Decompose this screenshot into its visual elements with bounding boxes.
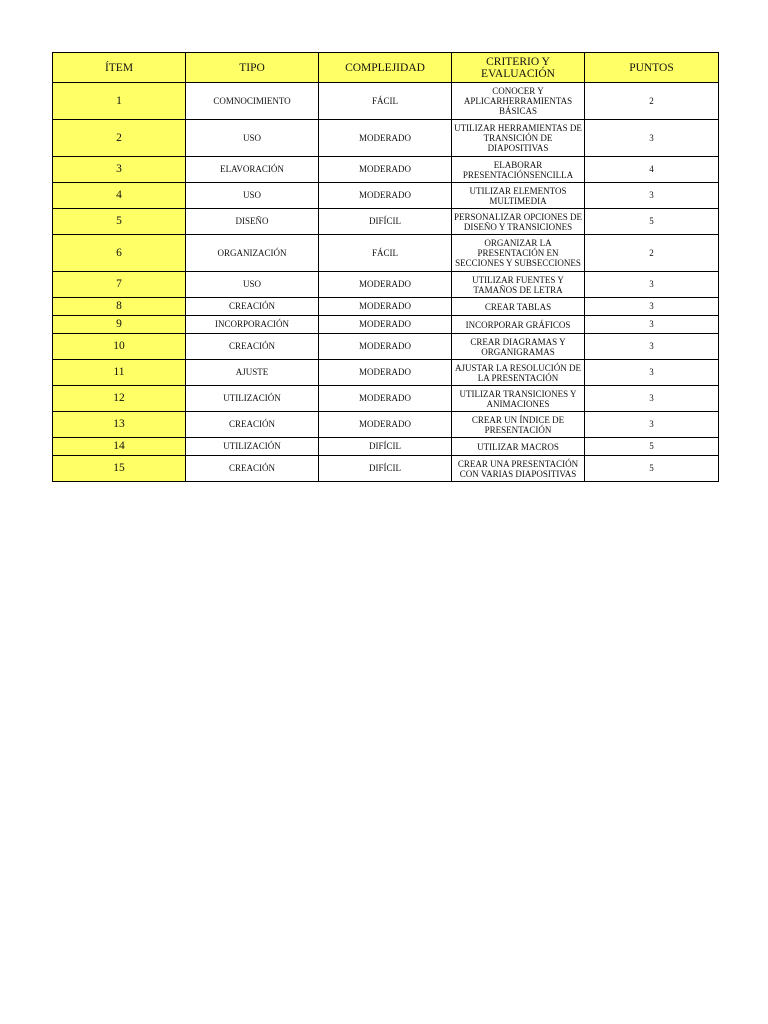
cell-complejidad[interactable]: MODERADO — [319, 272, 452, 298]
cell-criterio[interactable]: ORGANIZAR LA PRESENTACIÓN EN SECCIONES Y SUBSECCIONES — [452, 235, 585, 272]
cell-item[interactable]: 1 — [53, 83, 186, 120]
table-row — [53, 272, 719, 298]
cell-criterio[interactable]: CREAR DIAGRAMAS Y ORGANIGRAMAS — [452, 334, 585, 360]
cell-item[interactable]: 9 — [53, 316, 186, 334]
cell-puntos[interactable]: 4 — [585, 157, 719, 183]
cell-complejidad[interactable]: MODERADO — [319, 183, 452, 209]
cell-complejidad[interactable]: DIFÍCIL — [319, 456, 452, 482]
cell-tipo[interactable]: CREACIÓN — [186, 412, 319, 438]
cell-criterio[interactable]: PERSONALIZAR OPCIONES DE DISEÑO Y TRANSICIONES — [452, 209, 585, 235]
table-row — [53, 183, 719, 209]
cell-puntos[interactable]: 3 — [585, 386, 719, 412]
cell-criterio[interactable]: UTILIZAR TRANSICIONES Y ANIMACIONES — [452, 386, 585, 412]
cell-tipo[interactable]: DISEÑO — [186, 209, 319, 235]
cell-puntos[interactable]: 3 — [585, 183, 719, 209]
cell-tipo[interactable]: ELAVORACIÓN — [186, 157, 319, 183]
cell-puntos[interactable]: 3 — [585, 272, 719, 298]
table-row — [53, 412, 719, 438]
cell-complejidad[interactable]: MODERADO — [319, 157, 452, 183]
cell-puntos[interactable]: 5 — [585, 456, 719, 482]
cell-criterio[interactable]: UTILIZAR HERRAMIENTAS DE TRANSICIÓN DE DIAPOSITIVAS — [452, 120, 585, 157]
cell-tipo[interactable]: UTILIZACIÓN — [186, 386, 319, 412]
cell-item[interactable]: 7 — [53, 272, 186, 298]
cell-complejidad[interactable]: MODERADO — [319, 334, 452, 360]
cell-puntos[interactable]: 3 — [585, 316, 719, 334]
cell-criterio[interactable]: INCORPORAR GRÁFICOS — [452, 316, 585, 334]
cell-complejidad[interactable]: DIFÍCIL — [319, 209, 452, 235]
cell-tipo[interactable]: COMNOCIMIENTO — [186, 83, 319, 120]
header-criterio[interactable]: CRITERIO Y EVALUACIÓN — [452, 53, 585, 83]
header-tipo[interactable]: TIPO — [186, 53, 319, 83]
cell-criterio[interactable]: CONOCER Y APLICARHERRAMIENTAS BÁSICAS — [452, 83, 585, 120]
cell-item[interactable]: 5 — [53, 209, 186, 235]
cell-tipo[interactable]: USO — [186, 183, 319, 209]
header-puntos[interactable]: PUNTOS — [585, 53, 719, 83]
cell-complejidad[interactable]: FÁCIL — [319, 83, 452, 120]
cell-complejidad[interactable]: MODERADO — [319, 316, 452, 334]
cell-puntos[interactable]: 5 — [585, 209, 719, 235]
cell-criterio[interactable]: UTILIZAR MACROS — [452, 438, 585, 456]
cell-criterio[interactable]: CREAR UN ÍNDICE DE PRESENTACIÓN — [452, 412, 585, 438]
cell-puntos[interactable]: 3 — [585, 412, 719, 438]
cell-item[interactable]: 13 — [53, 412, 186, 438]
cell-complejidad[interactable]: MODERADO — [319, 120, 452, 157]
cell-item[interactable]: 11 — [53, 360, 186, 386]
cell-tipo[interactable]: INCORPORACIÓN — [186, 316, 319, 334]
cell-tipo[interactable]: UTILIZACIÓN — [186, 438, 319, 456]
cell-complejidad[interactable]: MODERADO — [319, 386, 452, 412]
table-row — [53, 157, 719, 183]
cell-puntos[interactable]: 2 — [585, 83, 719, 120]
cell-criterio[interactable]: UTILIZAR FUENTES Y TAMAÑOS DE LETRA — [452, 272, 585, 298]
table-row — [53, 298, 719, 316]
cell-tipo[interactable]: CREACIÓN — [186, 298, 319, 316]
cell-criterio[interactable]: UTILIZAR ELEMENTOS MULTIMEDIA — [452, 183, 585, 209]
cell-complejidad[interactable]: MODERADO — [319, 412, 452, 438]
header-row — [53, 53, 719, 83]
cell-puntos[interactable]: 3 — [585, 334, 719, 360]
table-row — [53, 386, 719, 412]
header-item[interactable]: ÍTEM — [53, 53, 186, 83]
cell-item[interactable]: 8 — [53, 298, 186, 316]
cell-item[interactable]: 10 — [53, 334, 186, 360]
table-row — [53, 209, 719, 235]
evaluation-table — [52, 52, 719, 482]
spreadsheet-sheet — [52, 52, 718, 482]
cell-item[interactable]: 3 — [53, 157, 186, 183]
table-row — [53, 316, 719, 334]
cell-item[interactable]: 4 — [53, 183, 186, 209]
cell-item[interactable]: 14 — [53, 438, 186, 456]
table-row — [53, 438, 719, 456]
table-body — [53, 83, 719, 482]
cell-criterio[interactable]: ELABORAR PRESENTACIÓNSENCILLA — [452, 157, 585, 183]
cell-item[interactable]: 6 — [53, 235, 186, 272]
cell-item[interactable]: 15 — [53, 456, 186, 482]
table-row — [53, 334, 719, 360]
cell-complejidad[interactable]: MODERADO — [319, 360, 452, 386]
cell-criterio[interactable]: AJUSTAR LA RESOLUCIÓN DE LA PRESENTACIÓN — [452, 360, 585, 386]
table-row — [53, 235, 719, 272]
cell-puntos[interactable]: 5 — [585, 438, 719, 456]
cell-tipo[interactable]: CREACIÓN — [186, 334, 319, 360]
cell-tipo[interactable]: AJUSTE — [186, 360, 319, 386]
cell-puntos[interactable]: 3 — [585, 120, 719, 157]
cell-puntos[interactable]: 3 — [585, 360, 719, 386]
table-row — [53, 360, 719, 386]
cell-complejidad[interactable]: FÁCIL — [319, 235, 452, 272]
cell-puntos[interactable]: 2 — [585, 235, 719, 272]
cell-tipo[interactable]: USO — [186, 272, 319, 298]
cell-complejidad[interactable]: MODERADO — [319, 298, 452, 316]
table-row — [53, 120, 719, 157]
cell-tipo[interactable]: USO — [186, 120, 319, 157]
cell-item[interactable]: 2 — [53, 120, 186, 157]
cell-complejidad[interactable]: DIFÍCIL — [319, 438, 452, 456]
header-complejidad[interactable]: COMPLEJIDAD — [319, 53, 452, 83]
table-row — [53, 456, 719, 482]
table-header — [53, 53, 719, 83]
cell-criterio[interactable]: CREAR TABLAS — [452, 298, 585, 316]
table-row — [53, 83, 719, 120]
cell-puntos[interactable]: 3 — [585, 298, 719, 316]
cell-tipo[interactable]: ORGANIZACIÓN — [186, 235, 319, 272]
cell-tipo[interactable]: CREACIÓN — [186, 456, 319, 482]
cell-criterio[interactable]: CREAR UNA PRESENTACIÓN CON VARIAS DIAPOSITIVAS — [452, 456, 585, 482]
cell-item[interactable]: 12 — [53, 386, 186, 412]
